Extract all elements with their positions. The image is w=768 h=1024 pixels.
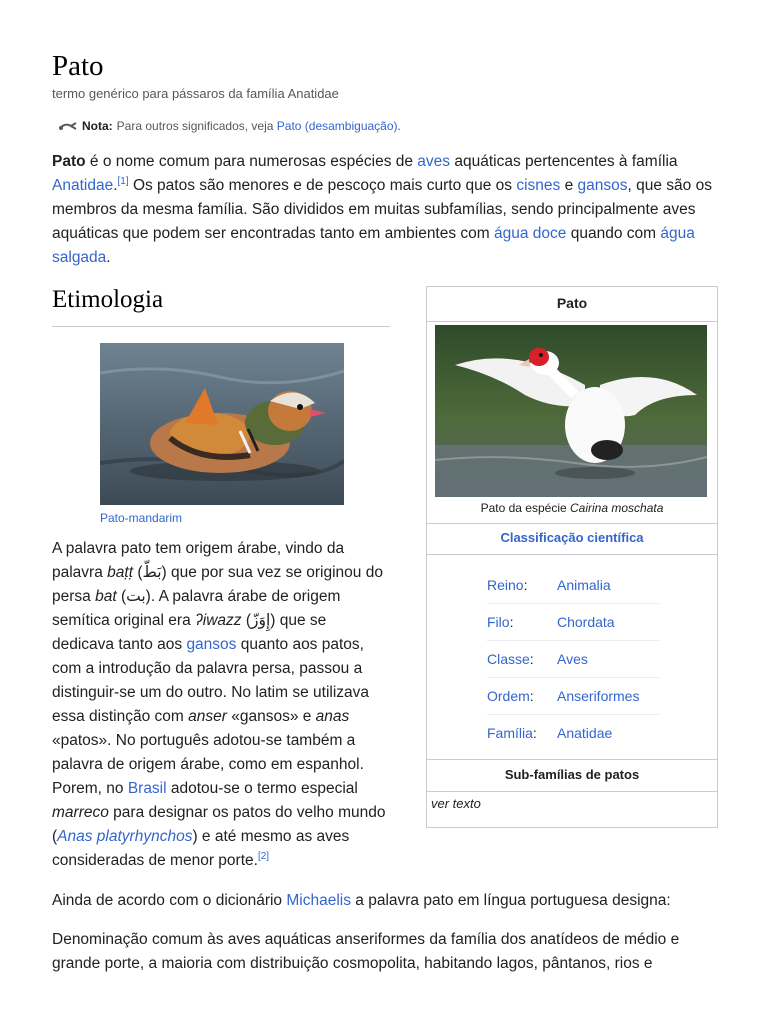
thumbnail-pato-mandarim: [100, 343, 344, 525]
caption-text: Pato da espécie: [480, 501, 571, 515]
taxobox-classification-header: [427, 524, 717, 555]
etym-text: ) e até mesmo as aves consideradas de menor porte.: [52, 828, 350, 869]
link-classe[interactable]: Classe: [487, 651, 530, 667]
link-reino[interactable]: Reino: [487, 577, 524, 593]
intro-text: .: [113, 177, 118, 194]
hatnote-label: Nota:: [82, 119, 113, 133]
taxobox-row-filo: [487, 604, 659, 641]
taxobox-row-classe: [487, 641, 659, 678]
link-anseriformes[interactable]: Anseriformes: [557, 688, 640, 704]
hatnote-link-pato-desambiguacao[interactable]: Pato (desambiguação): [276, 119, 398, 133]
link-agua-doce[interactable]: água doce: [494, 225, 567, 242]
taxobox-row-reino: [487, 567, 659, 604]
link-anatidae[interactable]: Anatidae: [52, 177, 114, 194]
colon: :: [529, 651, 534, 667]
intro-paragraph: [52, 150, 718, 270]
intro-text: quando com: [566, 225, 661, 242]
etym-text: quanto aos patos, com a introdução da palavra persa, passou a distinguir-se um do outro. No latim se utilizava essa distinção com: [52, 636, 370, 725]
etym-text: para designar os patos do velho mundo (: [52, 804, 386, 845]
mandarin-duck-image[interactable]: [100, 343, 344, 505]
caption-species: Cairina moschata: [570, 501, 664, 515]
definition-paragraph: Denominação comum às aves aquáticas anseriformes da família dos anatídeos de médio e grande porte, a maioria com distribuição cosmopolita, habitando lagos, pântanos, rios e: [52, 931, 680, 972]
link-filo[interactable]: Filo: [487, 614, 510, 630]
colon: :: [509, 614, 514, 630]
taxobox: [426, 286, 718, 828]
etym-term: anas: [315, 708, 350, 725]
michaelis-paragraph: [52, 889, 718, 913]
etym-term: marreco: [52, 804, 109, 821]
etimologia-paragraph: [52, 537, 392, 873]
link-anatidae-taxobox[interactable]: Anatidae: [557, 725, 613, 741]
intro-text: aquáticas pertencentes à família: [450, 153, 678, 170]
link-anas-platyrhynchos[interactable]: Anas platyrhynchos: [57, 828, 193, 845]
link-aves[interactable]: aves: [417, 153, 451, 170]
link-familia[interactable]: Família: [487, 725, 533, 741]
hatnote: [58, 119, 401, 133]
etym-term: anser: [188, 708, 227, 725]
intro-text: , que são os membros da mesma família. São divididos em muitas subfamílias, sendo principalmente aves aquáticas que podem ser encontradas tanto em ambientes com: [52, 177, 712, 242]
intro-text: Os patos são menores e de pescoço mais curto que os: [128, 177, 517, 194]
taxobox-row-familia: [487, 715, 659, 751]
hatnote-end: .: [397, 119, 401, 133]
reference-2[interactable]: [2]: [257, 850, 270, 862]
page-subtitle: termo genérico para pássaros da família Anatidae: [52, 86, 339, 101]
tail-text: a palavra pato em língua portuguesa designa:: [350, 892, 671, 909]
colon: :: [529, 688, 534, 704]
intro-text: .: [106, 249, 111, 266]
link-agua-salgada[interactable]: água salgada: [52, 225, 695, 266]
muscovy-duck-image[interactable]: [435, 325, 707, 497]
etym-term: bat: [95, 588, 117, 605]
colon: :: [523, 577, 528, 593]
etym-term: baṭṭ: [107, 564, 134, 581]
etym-text: (إِوَزّ) que se dedicava tanto aos: [52, 612, 327, 653]
taxobox-subfamilies-header: Sub-famílias de patos: [427, 760, 717, 792]
thumbnail-caption-pato-mandarim[interactable]: Pato-mandarim: [100, 511, 183, 525]
intro-text: e: [560, 177, 578, 194]
etym-text: A palavra pato tem origem árabe, vindo da palavra: [52, 540, 345, 581]
link-classificacao-cientifica[interactable]: Classificação científica: [500, 530, 644, 545]
intro-text: é o nome comum para numerosas espécies de: [85, 153, 418, 170]
reference-1[interactable]: [1]: [117, 175, 129, 187]
link-aves-taxobox[interactable]: Aves: [557, 651, 588, 667]
taxobox-title: Pato: [427, 287, 717, 322]
link-chordata[interactable]: Chordata: [557, 614, 615, 630]
intro-bold-term: Pato: [52, 153, 86, 170]
taxobox-rows: [427, 555, 717, 760]
link-cisnes[interactable]: cisnes: [516, 177, 561, 194]
link-gansos[interactable]: gansos: [577, 177, 628, 194]
link-brasil[interactable]: Brasil: [127, 780, 167, 797]
link-michaelis[interactable]: Michaelis: [286, 892, 351, 909]
link-gansos-etimologia[interactable]: gansos: [186, 636, 237, 653]
taxobox-row-ordem: [487, 678, 659, 715]
link-animalia[interactable]: Animalia: [557, 577, 611, 593]
section-heading-etimologia: Etimologia: [52, 286, 390, 327]
etym-term: ʔiwazz: [195, 612, 242, 629]
etym-text: (بت). A palavra árabe de origem semítica original era: [52, 588, 341, 629]
taxobox-image-caption: [427, 497, 717, 524]
etym-text: adotou-se o termo especial: [166, 780, 358, 797]
hatnote-text: Para outros significados, veja: [116, 119, 274, 133]
colon: :: [532, 725, 537, 741]
link-ordem[interactable]: Ordem: [487, 688, 530, 704]
tail-text: Ainda de acordo com o dicionário: [52, 892, 287, 909]
etym-text: (بَطّ) que por sua vez se originou do persa: [52, 564, 383, 605]
etym-text: «gansos» e: [226, 708, 316, 725]
etym-text: «patos». No português adotou-se também a palavra de origem árabe, como em espanhol. Porem, no: [52, 732, 364, 797]
page-title: Pato: [52, 50, 104, 82]
taxobox-subfamilies-note: ver texto: [431, 796, 481, 811]
disambiguation-icon: [58, 119, 78, 133]
